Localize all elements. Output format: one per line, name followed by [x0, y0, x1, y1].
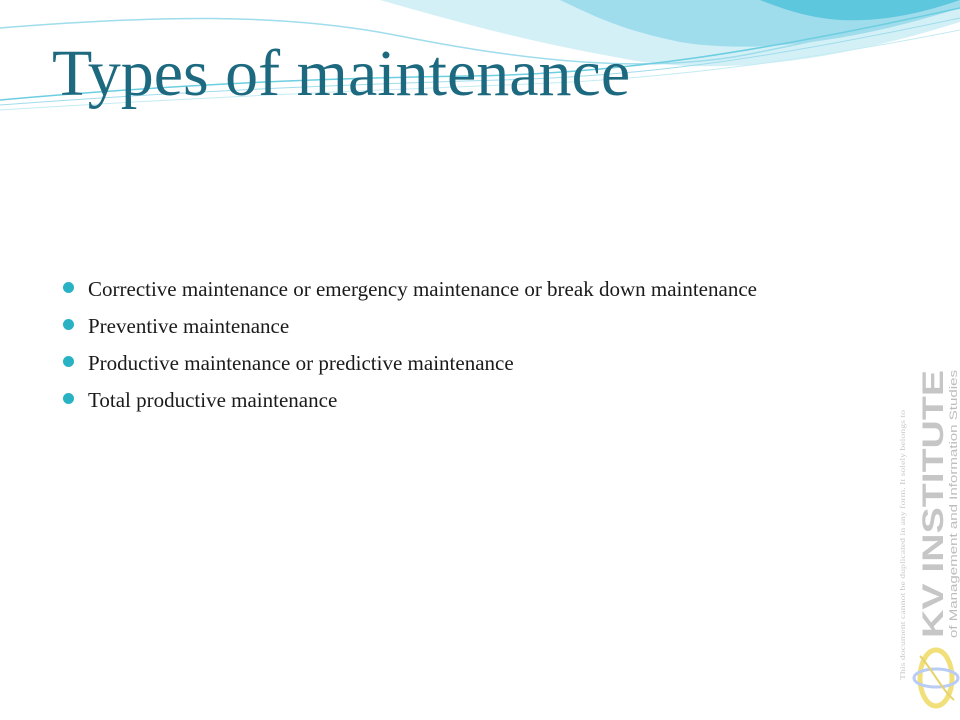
- bullet-text: Total productive maintenance: [88, 388, 338, 412]
- kv-institute-watermark-logo: [896, 360, 960, 720]
- bullet-text: Corrective maintenance or emergency maintenance or break down maintenance: [88, 277, 757, 301]
- bullet-icon: [63, 393, 74, 404]
- logo-disclaimer-text: This document cannot be duplicated in any form. It solely belongs to: [899, 487, 907, 680]
- bullet-icon: [63, 356, 74, 367]
- bullet-icon: [63, 282, 74, 293]
- bullet-item: [60, 310, 820, 343]
- bullet-icon: [63, 319, 74, 330]
- bullet-text: Preventive maintenance: [88, 314, 290, 338]
- bullet-item: [60, 273, 820, 306]
- logo-brand-text: KV INSTITUTE: [917, 432, 950, 638]
- bullet-text: Productive maintenance or predictive maintenance: [88, 351, 514, 375]
- slide-title: Types of maintenance: [52, 37, 631, 110]
- bullet-item: [60, 384, 820, 417]
- bullet-item: [60, 347, 820, 380]
- logo-subtitle-text: of Management and Information Studies: [948, 442, 960, 638]
- bullet-list: [60, 273, 820, 421]
